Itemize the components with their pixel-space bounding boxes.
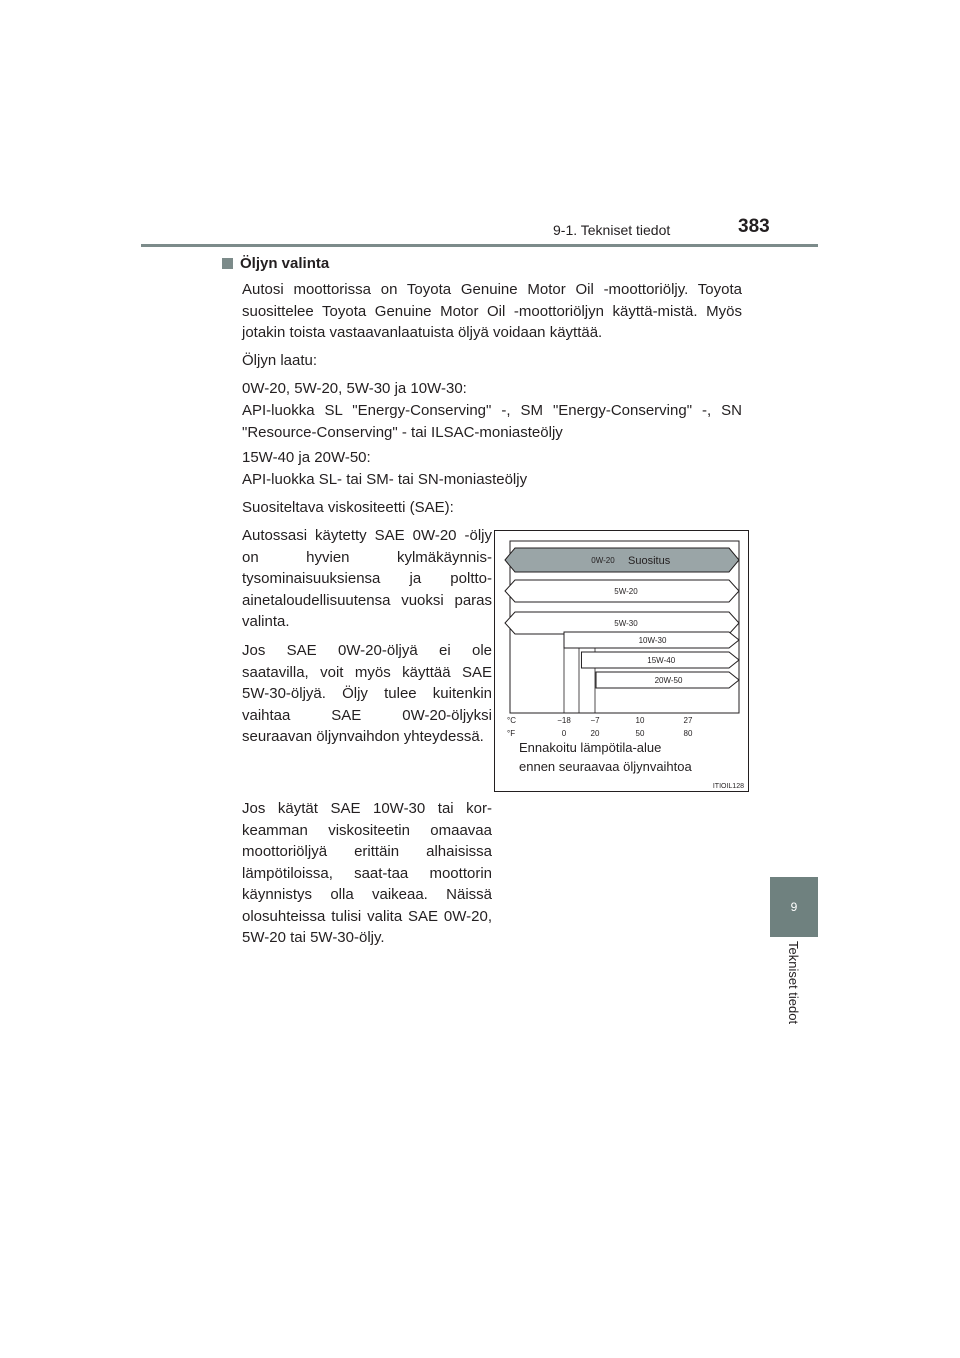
column-paragraph-2: Jos SAE 0W-20-öljyä ei ole saatavilla, voit myös käyttää SAE 5W-30-öljyä. Öljy tulee kuitenkin vaihtaa SAE 0W-20-öljyksi seuraavan öljynvaihdon yhteydessä. bbox=[242, 642, 492, 745]
figure-id: ITIOIL128 bbox=[712, 783, 744, 790]
chart-caption-line1: Ennakoitu lämpötila-alue bbox=[519, 740, 662, 755]
oil-quality-label: Öljyn laatu: bbox=[242, 352, 318, 369]
grade2-heading: 15W-40 ja 20W-50: bbox=[242, 449, 371, 466]
viscosity-chart-svg bbox=[495, 531, 750, 793]
tick-label-c: −18 bbox=[557, 716, 571, 725]
tick-label-f: 20 bbox=[590, 729, 600, 738]
grade-label-5w-30: 5W-30 bbox=[614, 619, 638, 628]
grade2-spec: API-luokka SL- tai SM- tai SN-moniasteöljy bbox=[242, 471, 528, 488]
grade-label-0w-20: 0W-20 bbox=[591, 556, 615, 565]
intro-paragraph: Autosi moottorissa on Toyota Genuine Motor Oil -moottoriöljy. Toyota suosittelee Toyota Genuine Motor Oil -moottoriöljyn käyttä-mistä. Myös jotakin toista vastaavanlaatuista öljyä voidaan käyttää. bbox=[242, 281, 742, 341]
grade-label-20w-50: 20W-50 bbox=[654, 676, 683, 685]
viscosity-chart bbox=[494, 530, 749, 792]
grade-bar-0w-20 bbox=[505, 548, 739, 572]
tick-label-f: 50 bbox=[635, 729, 645, 738]
column-paragraph-3: Jos käytät SAE 10W-30 tai kor-keamman viskositeetin omaavaa moottoriöljyä erittäin alhaisissa lämpötiloissa, saat-taa moottorin käynnistys olla vaikeaa. Näissä olosuhteissa tulisi valita SAE 0W-20, 5W-20 tai 5W-30-öljy. bbox=[242, 800, 492, 946]
grade1-spec: API-luokka SL "Energy-Conserving" -, SM "Energy-Conserving" -, SN "Resource-Conserving" - tai ILSAC-moniasteöljy bbox=[242, 402, 742, 441]
unit-celsius: °C bbox=[507, 716, 516, 725]
chapter-label: Tekniset tiedot bbox=[786, 941, 801, 1025]
grade1-heading: 0W-20, 5W-20, 5W-30 ja 10W-30: bbox=[242, 380, 467, 397]
chart-caption-line2: ennen seuraavaa öljynvaihtoa bbox=[519, 759, 692, 774]
chapter-tab-label bbox=[770, 937, 818, 1041]
chapter-number: 9 bbox=[790, 900, 798, 914]
recommended-label: Suositus bbox=[628, 555, 671, 567]
grade-bars bbox=[505, 548, 739, 688]
heading-bullet-icon bbox=[222, 258, 233, 269]
header-section-title: 9-1. Tekniset tiedot bbox=[553, 222, 671, 238]
tick-label-c: 27 bbox=[683, 716, 693, 725]
header-rule bbox=[141, 244, 818, 247]
tick-label-c: 10 bbox=[635, 716, 645, 725]
tick-label-c: −7 bbox=[590, 716, 600, 725]
tick-labels bbox=[557, 716, 693, 738]
unit-fahrenheit: °F bbox=[507, 729, 516, 738]
viscosity-label: Suositeltava viskositeetti (SAE): bbox=[242, 499, 454, 516]
section-heading bbox=[222, 255, 329, 272]
tick-label-f: 0 bbox=[561, 729, 567, 738]
column-paragraph-1: Autossasi käytetty SAE 0W-20 -öljy on hyvien kylmäkäynnis-tysominaisuuksiensa ja poltto-ainetaloudellisuutensa vuoksi paras valinta. bbox=[242, 527, 492, 630]
page-number: 383 bbox=[738, 216, 770, 237]
grade-label-5w-20: 5W-20 bbox=[614, 587, 638, 596]
tick-label-f: 80 bbox=[683, 729, 693, 738]
heading-text: Öljyn valinta bbox=[240, 255, 330, 272]
grade-label-10w-30: 10W-30 bbox=[638, 636, 667, 645]
grade-label-15w-40: 15W-40 bbox=[647, 656, 676, 665]
chapter-tab[interactable] bbox=[770, 877, 818, 937]
